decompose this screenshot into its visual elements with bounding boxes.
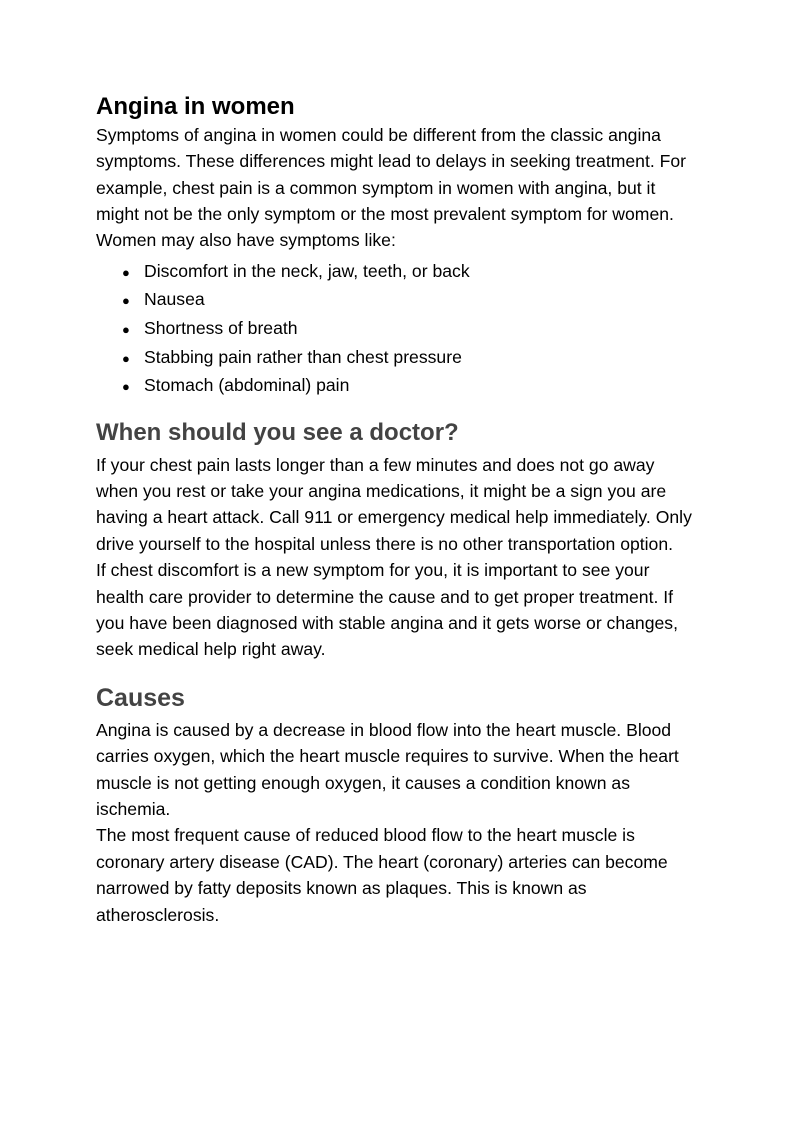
section-title-causes: Causes — [96, 683, 185, 712]
list-item-text: Discomfort in the neck, jaw, teeth, or back — [144, 260, 470, 281]
section-title-when-to-see-doctor: When should you see a doctor? — [96, 418, 459, 446]
section-title-angina-in-women: Angina in women — [96, 93, 295, 120]
list-item — [122, 286, 698, 315]
bullet-icon: ● — [122, 350, 130, 366]
list-item-text: Stabbing pain rather than chest pressure — [144, 346, 462, 367]
document-page — [96, 93, 698, 928]
causes-paragraph-2: The most frequent cause of reduced blood flow to the heart muscle is coronary artery disease (CAD). The heart (coronary) arteries can become narrowed by fatty deposits known as plaques. This is known as atherosclerosis. — [96, 825, 668, 925]
bullet-icon: ● — [122, 379, 130, 395]
list-item — [122, 372, 698, 401]
see-doctor-paragraph-2: If chest discomfort is a new symptom for you, it is important to see your health care provider to determine the cause and to get proper treatment. If you have been diagnosed with stable angina and it gets worse or changes, seek medical help right away. — [96, 560, 678, 660]
bullet-icon: ● — [122, 322, 130, 338]
list-item — [122, 344, 698, 373]
bullet-icon: ● — [122, 264, 130, 280]
bullet-icon: ● — [122, 293, 130, 309]
causes-paragraph-1: Angina is caused by a decrease in blood flow into the heart muscle. Blood carries oxygen, which the heart muscle requires to survive. When the heart muscle is not getting enough oxygen, it causes a condition known as ischemia. — [96, 719, 679, 820]
see-doctor-paragraph-1: If your chest pain lasts longer than a few minutes and does not go away when you rest or take your angina medications, it might be a sign you are having a heart attack. Call 911 or emergency medical help immediately. Only drive yourself to the hospital unless there is no other transportation option. — [96, 454, 692, 554]
list-item-text: Shortness of breath — [144, 318, 298, 339]
angina-women-paragraph: Symptoms of angina in women could be different from the classic angina symptoms. These differences might lead to delays in seeking treatment. For example, chest pain is a common symptom in women with angina, but it might not be the only symptom or the most prevalent symptom for women. Women may also have symptoms like: — [96, 124, 687, 251]
symptom-list — [96, 258, 698, 401]
list-item-text: Nausea — [144, 289, 205, 310]
list-item — [122, 315, 698, 344]
list-item — [122, 258, 698, 287]
list-item-text: Stomach (abdominal) pain — [144, 375, 350, 396]
